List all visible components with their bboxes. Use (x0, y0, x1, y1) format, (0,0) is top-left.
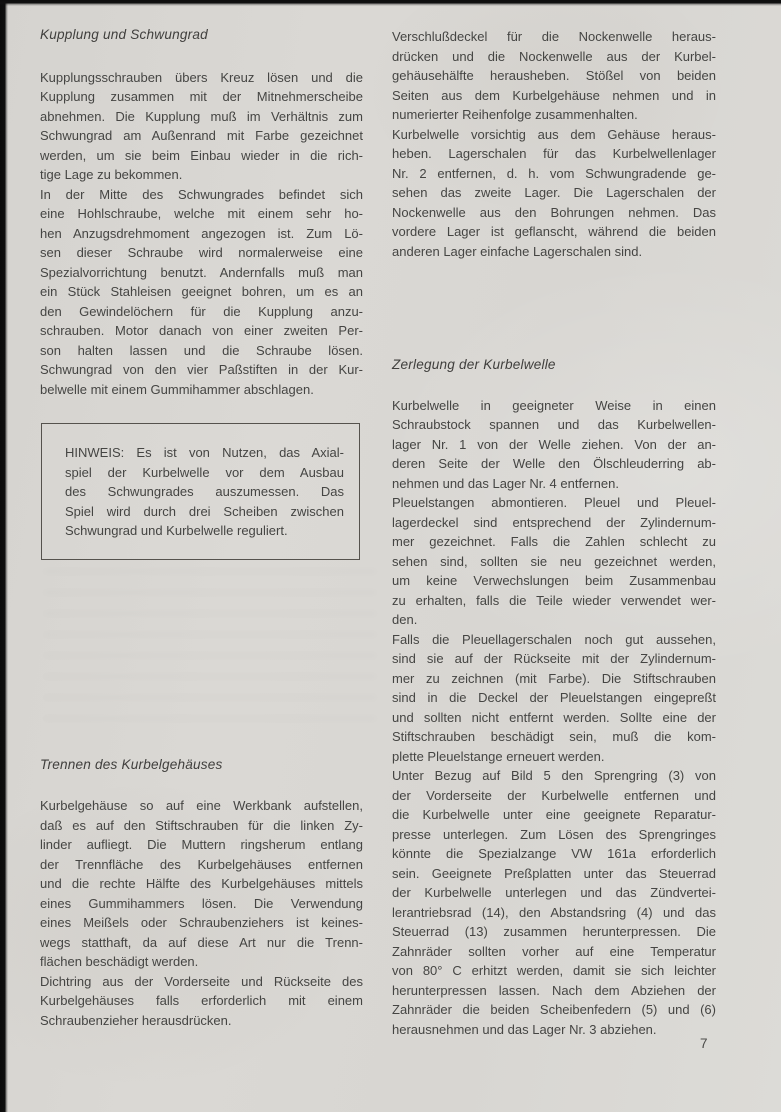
text-line: daß es auf den Stiftschrauben für die linken Zy- (40, 817, 363, 833)
text-line: Spezialvorrichtung benutzt. Andernfalls muß man (40, 264, 363, 280)
section-heading-kupplung-und-schwungrad: Kupplung und Schwungrad (40, 27, 208, 42)
text-line: mer gezeichnet. Falls die Zahlen schlecht zu (392, 534, 716, 549)
left-column (40, 0, 363, 1030)
page-number: 7 (700, 1036, 709, 1051)
paragraph-crankcase-splitting (40, 796, 363, 972)
paragraph-clutch-removal (40, 68, 363, 185)
hinweis-note-text (65, 443, 344, 541)
text-line: heben. Lagerschalen für das Kurbelwellenlager (392, 146, 716, 161)
text-line: drücken und die Nockenwelle aus der Kurbel- (392, 48, 716, 64)
text-line: plette Pleuelstange erneuert werden. (392, 748, 605, 764)
text-line: Kurbelwelle vorsichtig aus dem Gehäuse heraus- (392, 126, 716, 142)
text-line: die Kurbelwelle unter eine geeignete Reparatur- (392, 807, 716, 822)
text-line: sehen das zweite Lager. Die Lagerschalen der (392, 185, 716, 200)
text-line: Verschlußdeckel für die Nockenwelle heraus- (392, 29, 716, 44)
text-line: den. (392, 612, 418, 627)
hinweis-note-box (41, 423, 360, 560)
section-heading-zerlegung-der-kurbelwelle: Zerlegung der Kurbelwelle (392, 357, 556, 372)
right-column (392, 0, 716, 1039)
text-line: belwelle mit einem Gummihammer abschlagen. (40, 381, 314, 397)
text-line: um keine Verwechslungen beim Zusammenbau (392, 573, 716, 588)
text-line: von 80° C erhitzt werden, damit sie sich leichter (392, 963, 716, 978)
text-line: In der Mitte des Schwungrades befindet sich (40, 186, 363, 202)
text-line: vordere Lager ist geflanscht, während die beiden (392, 224, 716, 239)
text-line: numerierter Reihenfolge zusammenhalten. (392, 107, 638, 122)
text-line: HINWEIS: Es ist von Nutzen, das Axial- (65, 445, 344, 460)
text-line: anderen Lager einfache Lagerschalen sind. (392, 243, 643, 259)
text-line: zu erhalten, falls die Teile wieder verwendet wer- (392, 592, 716, 608)
text-line: Nr. 2 entfernen, d. h. vom Schwungradende ge- (392, 165, 716, 181)
text-line: schrauben. Motor danach von einer zweiten Per- (40, 323, 363, 338)
text-line: und sollten nicht entfernt werden. Sollte eine der (392, 709, 716, 725)
paragraph-crankshaft-vise (392, 396, 716, 494)
text-line: Schraubstock spannen und das Kurbelwellen- (392, 417, 716, 432)
text-line: son halten lassen und die Schraube lösen. (40, 342, 363, 358)
text-line: Kurbelgehäuse so auf eine Werkbank aufstellen, (40, 798, 363, 813)
text-line: Stiftschrauben beschädigt sein, muß die kom- (392, 729, 716, 744)
text-line: linder aufliegt. Die Muttern ringsherum entlang (40, 837, 363, 852)
text-line: herunterpressen lassen. Nach dem Abziehen der (392, 982, 716, 998)
text-line: Kupplung zusammen mit der Mitnehmerscheibe (40, 89, 363, 104)
text-line: werden, um sie beim Einbau wieder in die rich- (40, 147, 363, 163)
text-line: den Gewindelöchern für die Kupplung anzu- (40, 303, 363, 319)
text-line: Schwungrad von den vier Paßstiften in der Kur- (40, 362, 363, 377)
text-line: eine Hohlschraube, welche mit einem sehr ho- (40, 206, 363, 221)
text-line: gehäusehälfte herausheben. Stößel von beiden (392, 68, 716, 83)
text-line: wegs statthaft, da auf diese Art nur die Trenn- (40, 934, 363, 950)
text-line: deren Seite der Welle den Ölschleuderring ab- (392, 456, 716, 471)
text-line: eines Gummihammers lösen. Die Verwendung (40, 895, 363, 911)
text-line: Nockenwelle aus den Bohrungen nehmen. Das (392, 204, 716, 220)
text-line: der Trennfläche des Kurbelgehäuses entfernen (40, 856, 363, 872)
text-line: presse unterlegen. Zum Lösen des Sprengringes (392, 826, 716, 842)
text-line: Zahnräder die beiden Scheibenfedern (5) und (6) (392, 1002, 716, 1017)
section-heading-trennen-des-kurbelgehaeuses: Trennen des Kurbelgehäuses (40, 756, 223, 772)
text-line: Schraubenzieher herausdrücken. (40, 1012, 232, 1028)
text-line: könnte die Spezialzange VW 161a erforderlich (392, 846, 716, 861)
text-line: Unter Bezug auf Bild 5 den Sprengring (3) von (392, 768, 716, 783)
text-line: Steuerrad (13) zusammen herunterpressen. Die (392, 924, 716, 939)
text-line: eines Meißels oder Schraubenziehers ist keines- (40, 915, 363, 930)
text-line: Kupplungsschrauben übers Kreuz lösen und die (40, 69, 363, 85)
text-line: lerantriebsrad (14), den Abstandsring (4) und das (392, 904, 716, 920)
text-line: lager Nr. 1 von der Welle ziehen. Von der an- (392, 436, 716, 452)
text-line: Schwungrad und Kurbelwelle reguliert. (65, 523, 288, 538)
text-line: Falls die Pleuellagerschalen noch gut aussehen, (392, 631, 716, 647)
text-line: Spiel wird durch drei Scheiben zwischen (65, 503, 344, 519)
text-line: sind sie auf der Rückseite mit der Zylindernum- (392, 651, 716, 666)
paragraph-seal-ring (40, 972, 363, 1031)
paragraph-crankshaft-bearings (392, 125, 716, 262)
text-line: mer zu zeichnen (mit Farbe). Die Stiftschrauben (392, 670, 716, 686)
text-line: hen Anzugsdrehmoment angezogen ist. Zum Lö- (40, 225, 363, 241)
text-line: und die rechte Hälfte des Kurbelgehäuses mittels (40, 876, 363, 891)
text-line: sen dieser Schraube wird normalerweise eine (40, 245, 363, 260)
text-line: Seiten aus dem Kurbelgehäuse nehmen und in (392, 87, 716, 103)
text-line: Pleuelstangen abmontieren. Pleuel und Pleuel- (392, 495, 716, 510)
text-line: herausnehmen und das Lager Nr. 3 abziehen. (392, 1021, 657, 1037)
text-line: Zahnräder sollten vorher auf eine Temperatur (392, 943, 716, 959)
text-line: ein Stück Stahleisen geeignet bohren, um es an (40, 284, 363, 299)
text-line: lagerdeckel sind entsprechend der Zylindernum- (392, 514, 716, 530)
text-line: sehen sind, sollten sie neu gezeichnet werden, (392, 553, 716, 569)
text-line: tige Lage zu bekommen. (40, 167, 183, 182)
text-line: Schwungrad am Außenrand mit Farbe gezeichnet (40, 128, 363, 143)
paragraph-camshaft-removal (392, 27, 716, 125)
text-line: Dichtring aus der Vorderseite und Rückseite des (40, 973, 363, 989)
text-line: der Kurbelwelle unterlegen und das Zündvertei- (392, 885, 716, 900)
text-line: sein. Geeignete Preßplatten unter das Steuerrad (392, 865, 716, 881)
text-line: sind in die Deckel der Pleuelstangen eingepreßt (392, 690, 716, 705)
paragraph-flywheel-bolt (40, 185, 363, 400)
text-line: flächen beschädigt werden. (40, 954, 199, 969)
text-line: des Schwungrades auszumessen. Das (65, 484, 344, 499)
paragraph-connecting-rods (392, 493, 716, 630)
text-line: der Vorderseite der Kurbelwelle entfernen und (392, 787, 716, 803)
paragraph-press-gears (392, 766, 716, 1039)
paragraph-bearing-shells (392, 630, 716, 767)
text-line: abnehmen. Die Kupplung muß im Verhältnis zum (40, 108, 363, 124)
scan-edge-left (0, 0, 8, 1112)
text-line: Kurbelgehäuses falls erforderlich mit einem (40, 993, 363, 1008)
text-line: nehmen und das Lager Nr. 4 entfernen. (392, 475, 619, 491)
text-line: spiel der Kurbelwelle vor dem Ausbau (65, 464, 344, 480)
text-line: Kurbelwelle in geeigneter Weise in einen (392, 397, 716, 413)
